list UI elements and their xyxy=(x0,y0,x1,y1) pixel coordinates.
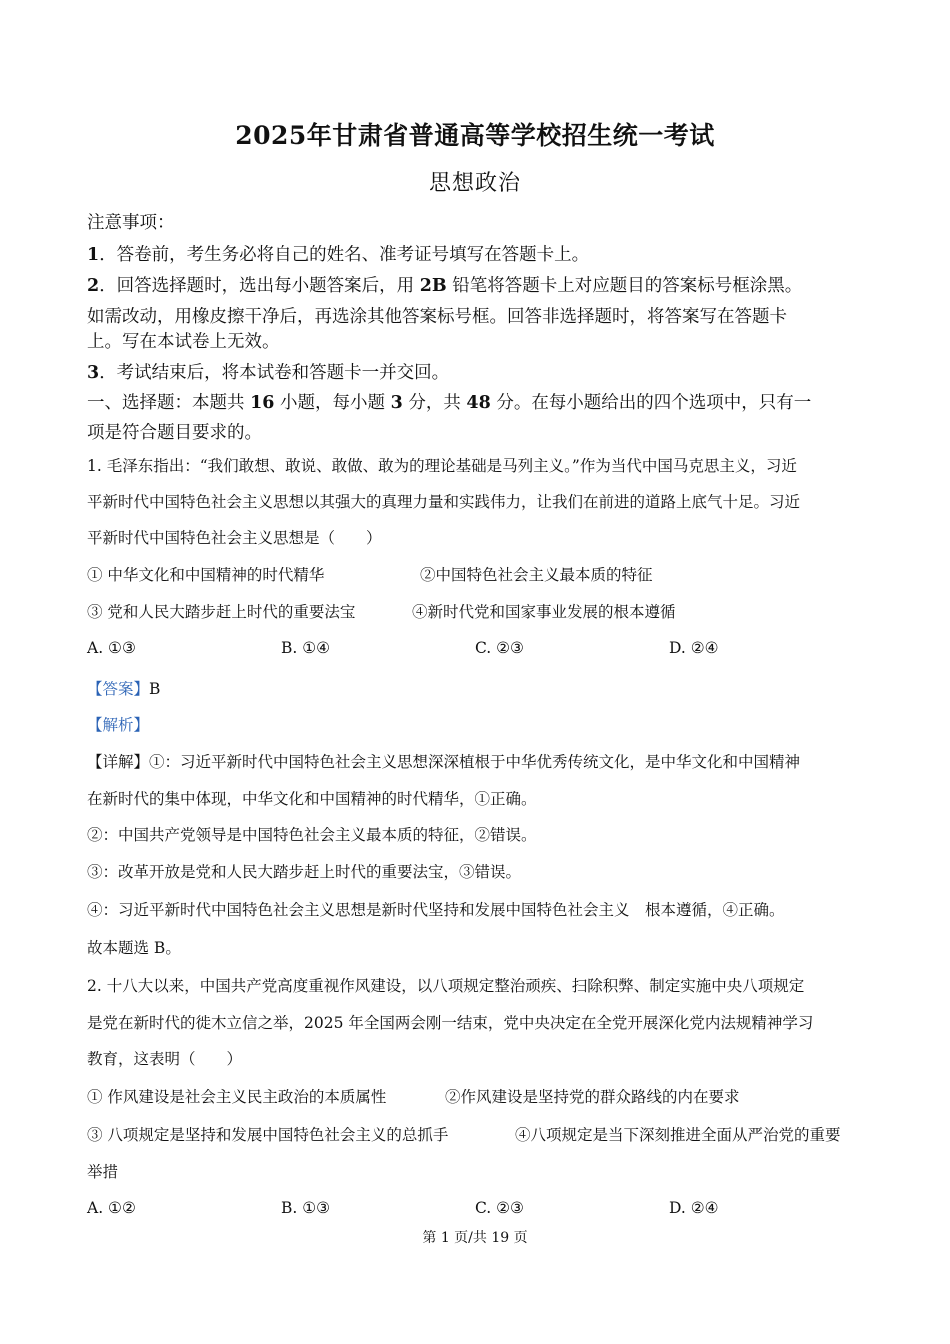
page-footer: 第 1 页/共 19 页 xyxy=(422,1230,528,1246)
q2-stem-line-3: 教育，这表明（ ） xyxy=(87,1050,243,1068)
detail-tag: 【详解】 xyxy=(87,753,150,771)
notice-item-3 xyxy=(87,359,449,384)
q1-detail-line-2: 在新时代的集中体现，中华文化和中国精神的时代精华，①正确。 xyxy=(87,790,537,808)
q1-detail-line-1 xyxy=(87,750,800,772)
section-1-text-b: 小题，每小题 xyxy=(274,393,391,413)
section-1-instructions-line-2: 项是符合题目要求的。 xyxy=(87,423,262,443)
answer-tag: 【答案】 xyxy=(87,680,150,698)
q1-statement-1: ① 中华文化和中国精神的时代精华 xyxy=(87,566,325,584)
q2-stem-line-2: 是党在新时代的徙木立信之举，2025 年全国两会刚一结束，党中央决定在全党开展深化党内法规精神学习 xyxy=(87,1014,814,1032)
notice-item-1-text: ．答卷前，考生务必将自己的姓名、准考证号填写在答题卡上。 xyxy=(99,245,590,265)
notice-item-2 xyxy=(87,272,802,297)
notice-heading: 注意事项： xyxy=(87,213,175,233)
section-1-instructions xyxy=(87,389,811,414)
q2-statement-4: ④八项规定是当下深刻推进全面从严治党的重要 xyxy=(515,1126,841,1144)
notice-item-1-num: 1 xyxy=(87,245,100,265)
section-1-text-d: 分。在每小题给出的四个选项中，只有一 xyxy=(490,393,812,413)
section-1-count: 16 xyxy=(250,393,275,413)
q1-option-c: C. ②③ xyxy=(475,639,524,657)
section-1-points: 3 xyxy=(390,393,403,413)
notice-item-3-text: ．考试结束后，将本试卷和答题卡一并交回。 xyxy=(99,363,450,383)
notice-item-2-pencil: 2B xyxy=(419,276,447,296)
analysis-tag: 【解析】 xyxy=(87,716,150,734)
q1-answer xyxy=(87,677,160,699)
q1-statement-4: ④新时代党和国家事业发展的根本遵循 xyxy=(412,603,676,621)
q2-statement-4-cont: 举措 xyxy=(87,1163,119,1181)
answer-value: B xyxy=(149,680,161,698)
q1-statement-3: ③ 党和人民大踏步赶上时代的重要法宝 xyxy=(87,603,356,621)
notice-item-1 xyxy=(87,241,589,266)
notice-item-2-num: 2 xyxy=(87,276,100,296)
notice-item-2-line-3: 上。写在本试卷上无效。 xyxy=(87,332,280,352)
q1-conclusion: 故本题选 B。 xyxy=(87,939,181,957)
exam-subject: 思想政治 xyxy=(428,171,521,196)
q2-option-d: D. ②④ xyxy=(669,1199,719,1217)
q1-detail-line-5: ④：习近平新时代中国特色社会主义思想是新时代坚持和发展中国特色社会主义 根本遵循，④正确。 xyxy=(87,901,785,919)
q2-option-a: A. ①② xyxy=(87,1199,136,1217)
q2-statement-1: ① 作风建设是社会主义民主政治的本质属性 xyxy=(87,1088,387,1106)
q1-stem-line-2: 平新时代中国特色社会主义思想以其强大的真理力量和实践伟力，让我们在前进的道路上底气十足。习近 xyxy=(87,493,801,511)
exam-title: 2025年甘肃省普通高等学校招生统一考试 xyxy=(235,121,715,150)
section-1-text-c: 分，共 xyxy=(402,393,467,413)
notice-item-2-text-b: 铅笔将答题卡上对应题目的答案标号框涂黑。 xyxy=(446,276,803,296)
q1-detail-line-3: ②：中国共产党领导是中国特色社会主义最本质的特征，②错误。 xyxy=(87,826,537,844)
section-1-total: 48 xyxy=(466,393,491,413)
q1-option-d: D. ②④ xyxy=(669,639,719,657)
q1-option-b: B. ①④ xyxy=(281,639,331,657)
detail-text-1: ①：习近平新时代中国特色社会主义思想深深植根于中华优秀传统文化，是中华文化和中国精神 xyxy=(149,753,801,771)
q2-stem-line-1: 2. 十八大以来，中国共产党高度重视作风建设，以八项规定整治顽疾、扫除积弊、制定实施中央八项规定 xyxy=(87,977,805,995)
q1-stem-line-1: 1. 毛泽东指出：“我们敢想、敢说、敢做、敢为的理论基础是马列主义。”作为当代中国马克思主义，习近 xyxy=(87,457,797,475)
notice-item-3-num: 3 xyxy=(87,363,100,383)
notice-item-2-text-a: ．回答选择题时，选出每小题答案后，用 xyxy=(99,276,420,296)
q1-stem-line-3: 平新时代中国特色社会主义思想是（ ） xyxy=(87,529,382,547)
q2-option-b: B. ①③ xyxy=(281,1199,331,1217)
q1-statement-2: ②中国特色社会主义最本质的特征 xyxy=(420,566,653,584)
q2-statement-3: ③ 八项规定是坚持和发展中国特色社会主义的总抓手 xyxy=(87,1126,449,1144)
notice-item-2-line-2: 如需改动，用橡皮擦干净后，再选涂其他答案标号框。回答非选择题时，将答案写在答题卡 xyxy=(87,307,787,327)
q1-detail-line-4: ③：改革开放是党和人民大踏步赶上时代的重要法宝，③错误。 xyxy=(87,863,522,881)
q2-statement-2: ②作风建设是坚持党的群众路线的内在要求 xyxy=(445,1088,740,1106)
q1-option-a: A. ①③ xyxy=(87,639,136,657)
q2-option-c: C. ②③ xyxy=(475,1199,524,1217)
section-1-text-a: 一、选择题：本题共 xyxy=(87,393,251,413)
